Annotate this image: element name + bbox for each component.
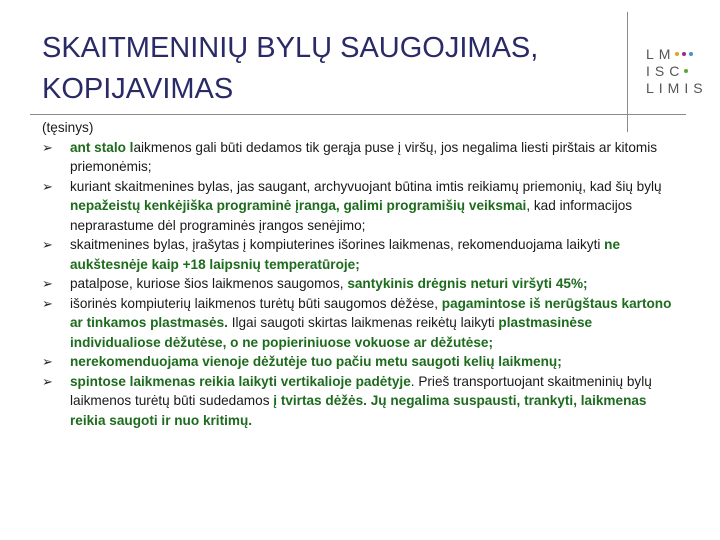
body-text: patalpose, kuriose šios laikmenos saugomos,	[70, 276, 348, 291]
highlighted-text: ne aukštesnėje kaip +18 laipsnių temperatūroje;	[70, 237, 621, 272]
bullet-item	[42, 372, 682, 431]
arrow-bullet-icon: ➢	[42, 354, 53, 369]
body-text: , kad informacijos neprarastume dėl programinės įrangos senėjimo;	[70, 198, 633, 233]
body-text: kuriant skaitmenines bylas, jas saugant, archyvuojant būtina imtis reikiamų priemonių, kad šių bylų	[70, 178, 662, 194]
logo-row-3: LIMIS	[646, 80, 708, 96]
logo-dot	[684, 69, 688, 73]
logo-dot	[689, 52, 693, 56]
body-text: . Prieš transportuojant skaitmeninių bylų laikmenos turėtų būti sudedamos	[70, 373, 652, 408]
horizontal-divider	[30, 114, 686, 115]
highlighted-text: pagamintose iš nerūgštaus kartono ar tinkamos plastmasės.	[70, 295, 672, 330]
bullet-item	[42, 138, 682, 177]
arrow-bullet-icon: ➢	[42, 373, 53, 389]
continued-label: (tęsinys)	[42, 120, 94, 135]
highlighted-text: į tvirtas dėžės. Jų negalima suspausti, trankyti, laikmenas reikia saugoti ir nuo kritimų.	[70, 393, 647, 428]
bullet-item	[42, 294, 682, 353]
logo-dot	[682, 52, 686, 56]
logo-row-1: LM	[646, 46, 716, 63]
highlighted-text: plastmasinėse individualiose dėžutėse, o ne popieriniuose vokuose ar dėžutėse;	[70, 315, 593, 350]
highlighted-text: spintose laikmenas reikia laikyti vertikalioje padėtyje	[70, 373, 411, 389]
bullet-list	[42, 138, 682, 431]
arrow-bullet-icon: ➢	[42, 276, 53, 291]
lmisc-logo	[646, 46, 716, 97]
highlighted-text: nepažeistų kenkėjiška programinė įranga, galimi programišių veiksmai	[70, 198, 527, 213]
logo-row-2: ISC	[646, 63, 716, 80]
slide-body	[42, 118, 682, 430]
bullet-item	[42, 177, 682, 236]
body-text: skaitmenines bylas, įrašytas į kompiuterines išorines laikmenas, rekomenduojama laikyti	[70, 237, 605, 252]
highlighted-text: ant stalo l	[70, 139, 134, 155]
bullet-item	[42, 352, 682, 372]
body-text: išorinės kompiuterių laikmenos turėtų būti saugomos dėžėse,	[70, 295, 442, 311]
body-text: Ilgai saugoti skirtas laikmenas reikėtų laikyti	[227, 315, 499, 330]
arrow-bullet-icon: ➢	[42, 178, 53, 194]
bullet-item	[42, 235, 682, 274]
logo-dot	[675, 52, 679, 56]
bullet-item	[42, 274, 682, 294]
slide-title: SKAITMENINIŲ BYLŲ SAUGOJIMAS, KOPIJAVIMAS	[42, 32, 539, 105]
body-text: aikmenos gali būti dedamos tik gerąja puse į viršų, jos negalima liesti pirštais ar kitomis priemonėmis;	[70, 139, 658, 174]
arrow-bullet-icon: ➢	[42, 237, 53, 252]
highlighted-text: santykinis drėgnis neturi viršyti 45%;	[347, 276, 588, 291]
arrow-bullet-icon: ➢	[42, 295, 53, 311]
arrow-bullet-icon: ➢	[42, 139, 53, 155]
highlighted-text: nerekomenduojama vienoje dėžutėje tuo pačiu metu saugoti kelių laikmenų;	[70, 354, 562, 369]
